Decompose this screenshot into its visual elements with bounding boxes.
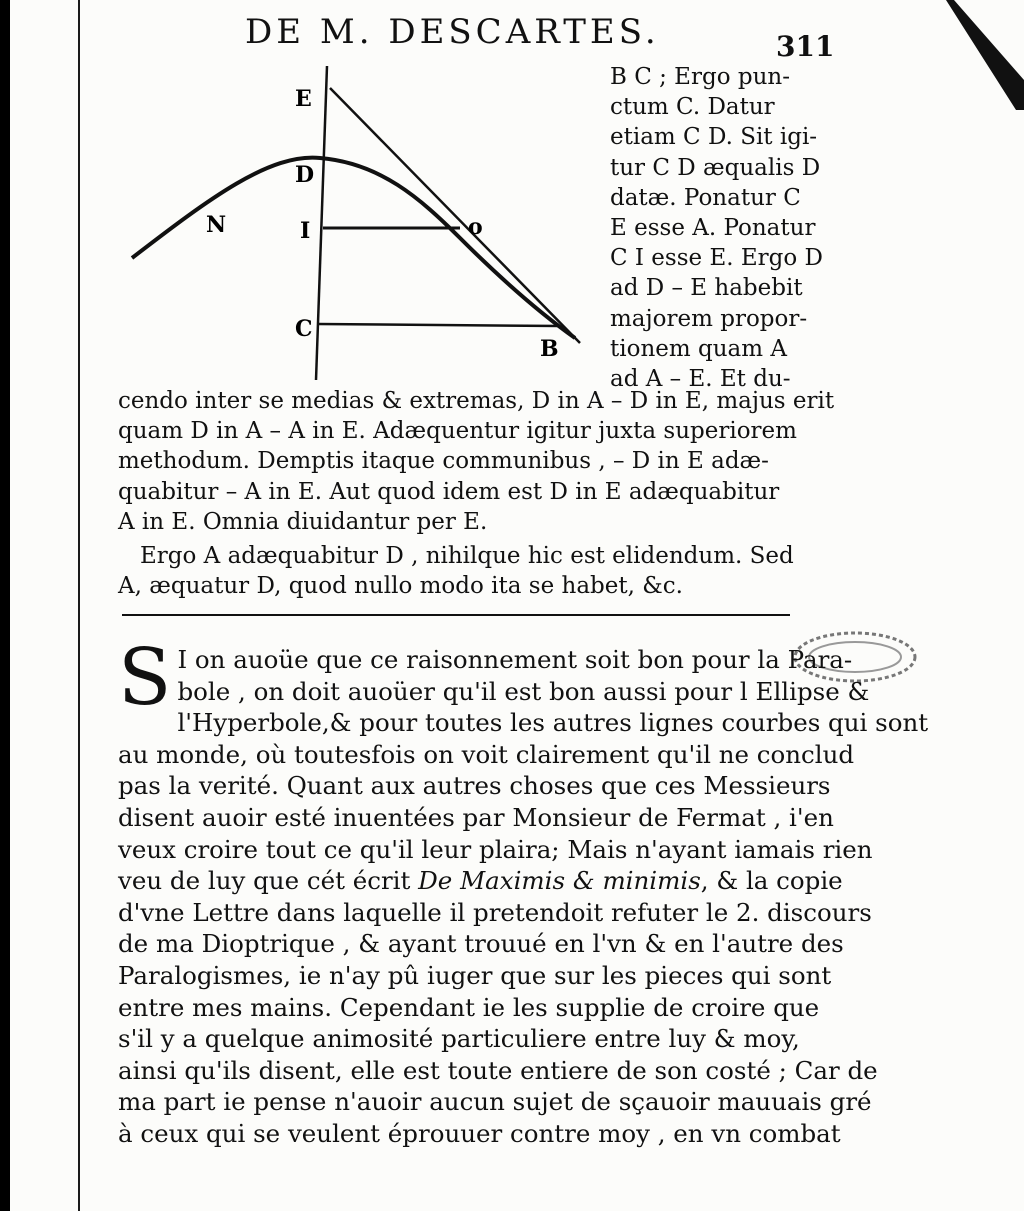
text-line: A, æquatur D, quod nullo modo ita se habet, &c. [118,573,683,600]
corner-mark [924,0,1024,110]
page-number: 311 [776,30,835,63]
text-line: majorem propor- [610,305,808,332]
text-line: methodum. Demptis itaque communibus , – D in E adæ- [118,448,769,475]
text-line: quabitur – A in E. Aut quod idem est D in E adæquabitur [118,478,780,505]
label-n: N [206,212,227,238]
segment-cb [318,324,560,326]
text-line: l'Hyperbole,& pour toutes les autres lignes courbes qui sont [177,708,929,738]
text-line: bole , on doit auoüer qu'il est bon aussi pour l Ellipse & [177,676,870,706]
label-b: B [540,336,559,362]
text-line: C I esse E. Ergo D [610,245,823,272]
text-line: Ergo A adæquabitur D , nihilque hic est elidendum. Sed [140,543,794,570]
text-line: ma part ie pense n'auoir aucun sujet de sçauoir mauuais gré [118,1087,872,1117]
drop-cap: S [118,633,172,723]
text-line: cendo inter se medias & extremas, D in A – D in E, majus erit [118,388,835,414]
text-line: veux croire tout ce qu'il leur plaira; Mais n'ayant iamais rien [118,834,873,864]
text-line [118,865,843,897]
text-fragment: veu de luy que cét écrit [118,866,411,896]
side-column-text [610,62,823,394]
text-line: pas la verité. Quant aux autres choses que ces Messieurs [118,771,831,801]
label-i: I [300,218,311,244]
text-line: disent auoir esté inuentées par Monsieur de Fermat , i'en [118,802,834,832]
french-paragraph [118,633,929,1150]
text-line: Paralogismes, ie n'ay pû iuger que sur les pieces qui sont [118,960,832,990]
label-e: E [295,86,312,112]
text-line: au monde, où toutesfois on voit clairement qu'il ne conclud [118,739,855,769]
text-line: tionem quam A [610,335,787,362]
tangent-line [330,88,580,343]
text-line: entre mes mains. Cependant ie les supplie de croire que [118,992,820,1022]
text-line: ad A – E. Et du- [610,366,791,393]
text-line: E esse A. Ponatur [610,215,816,242]
text-line: d'vne Lettre dans laquelle il pretendoit refuter le 2. discours [118,897,872,927]
text-fragment: , & la copie [700,866,843,896]
vertical-axis [316,66,327,380]
gutter-shadow [0,0,10,1211]
text-line: de ma Dioptrique , & ayant trouué en l'vn & en l'autre des [118,929,844,959]
text-line: etiam C D. Sit igi- [610,124,818,151]
geometric-figure [120,58,600,388]
label-o: o [468,214,483,240]
running-head: DE M. DESCARTES. [245,12,660,52]
italic-title: De Maximis & minimis [418,866,701,896]
label-c: C [295,316,313,342]
section-divider [122,614,790,616]
binding-edge [78,0,80,1211]
latin-paragraph [118,386,835,601]
text-line: B C ; Ergo pun- [610,64,790,90]
text-line: tur C D æqualis D [610,154,821,181]
text-line: s'il y a quelque animosité particuliere entre luy & moy, [118,1024,800,1054]
label-d: D [295,162,315,188]
text-line: datæ. Ponatur C [610,184,801,211]
text-line: quam D in A – A in E. Adæquentur igitur juxta superiorem [118,418,797,445]
text-line: à ceux qui se veulent éprouuer contre moy , en vn combat [118,1118,841,1148]
text-line: ctum C. Datur [610,94,775,121]
text-line: ainsi qu'ils disent, elle est toute entiere de son costé ; Car de [118,1055,878,1085]
text-line: I on auoüe que ce raisonnement soit bon pour la Para- [177,645,853,674]
curve [132,158,575,338]
text-line: A in E. Omnia diuidantur per E. [118,508,488,535]
text-line: ad D – E habebit [610,275,803,302]
